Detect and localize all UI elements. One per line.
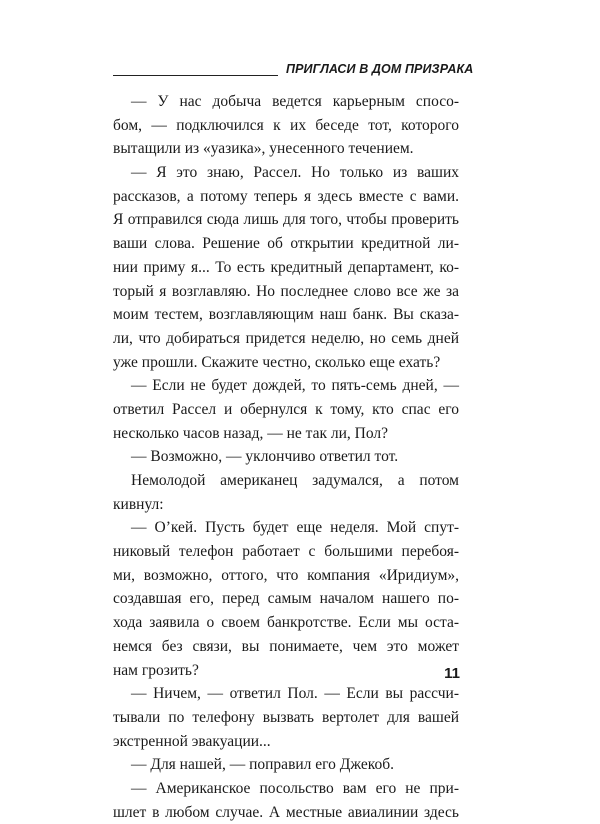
text-line: никовый телефон работает с большими перебоя- — [113, 543, 459, 561]
text-line: бом, — подключился к их беседе тот, которого — [113, 116, 459, 134]
text-line: хода заявила о своем банкротстве. Если мы оста- — [113, 614, 459, 632]
text-line: — Я это знаю, Рассел. Но только из ваших — [131, 164, 459, 182]
text-line: ответил Рассел и обернулся к тому, кто спас его — [113, 400, 459, 418]
body-text — [113, 90, 459, 824]
text-line: нам грозить? — [113, 661, 199, 679]
text-line: — У нас добыча ведется карьерным спосо- — [131, 93, 459, 110]
running-head-title: ПРИГЛАСИ В ДОМ ПРИЗРАКА — [286, 62, 474, 76]
text-line: — Американское посольство вам его не при- — [131, 779, 459, 797]
page-number: 11 — [444, 665, 460, 682]
text-line: экстренной эвакуации... — [113, 732, 271, 750]
text-line: ли, что добираться придется неделю, но семь дней — [113, 329, 459, 347]
text-line: — Если не будет дождей, то пять-семь дней, — — [131, 377, 459, 395]
text-line: — Возможно, — уклончиво ответил тот. — [131, 448, 399, 466]
text-line: — О’кей. Пусть будет еще неделя. Мой спут- — [131, 519, 459, 537]
text-line: Я отправился сюда лишь для того, чтобы проверить — [113, 211, 459, 229]
text-line: кивнул: — [113, 495, 164, 513]
text-line: ми, возможно, оттого, что компания «Иридиум», — [113, 566, 459, 584]
text-line: создавшая его, перед самым началом нашего по- — [113, 590, 459, 608]
text-line: — Для нашей, — поправил его Джекоб. — [131, 756, 394, 774]
text-line: несколько часов назад, — не так ли, Пол? — [113, 424, 389, 442]
text-line: торый я возглавляю. Но последнее слово все же за — [113, 282, 459, 300]
text-line: моим тестем, возглавляющим наш банк. Вы сказа- — [113, 306, 459, 324]
text-line: тывали по телефону вызвать вертолет для вашей — [113, 708, 459, 726]
text-line: — Ничем, — ответил Пол. — Если вы рассчи- — [131, 685, 459, 703]
text-line: Немолодой американец задумался, а потом — [131, 472, 459, 489]
text-line: вытащили из «уазика», унесенного течением. — [113, 140, 414, 158]
text-line: рассказов, а потому теперь я здесь вместе с вами. — [113, 187, 459, 205]
text-line: немся без связи, вы понимаете, чем это может — [113, 637, 459, 655]
text-line: нии приму я... То есть кредитный департамент, ко- — [113, 258, 459, 276]
text-line: уже прошли. Скажите честно, сколько еще ехать? — [113, 353, 441, 371]
text-line: шлет в любом случае. А местные авиалинии здесь — [113, 803, 459, 821]
header-rule — [113, 75, 278, 76]
text-line: ваши слова. Решение об открытии кредитной ли- — [113, 235, 459, 253]
